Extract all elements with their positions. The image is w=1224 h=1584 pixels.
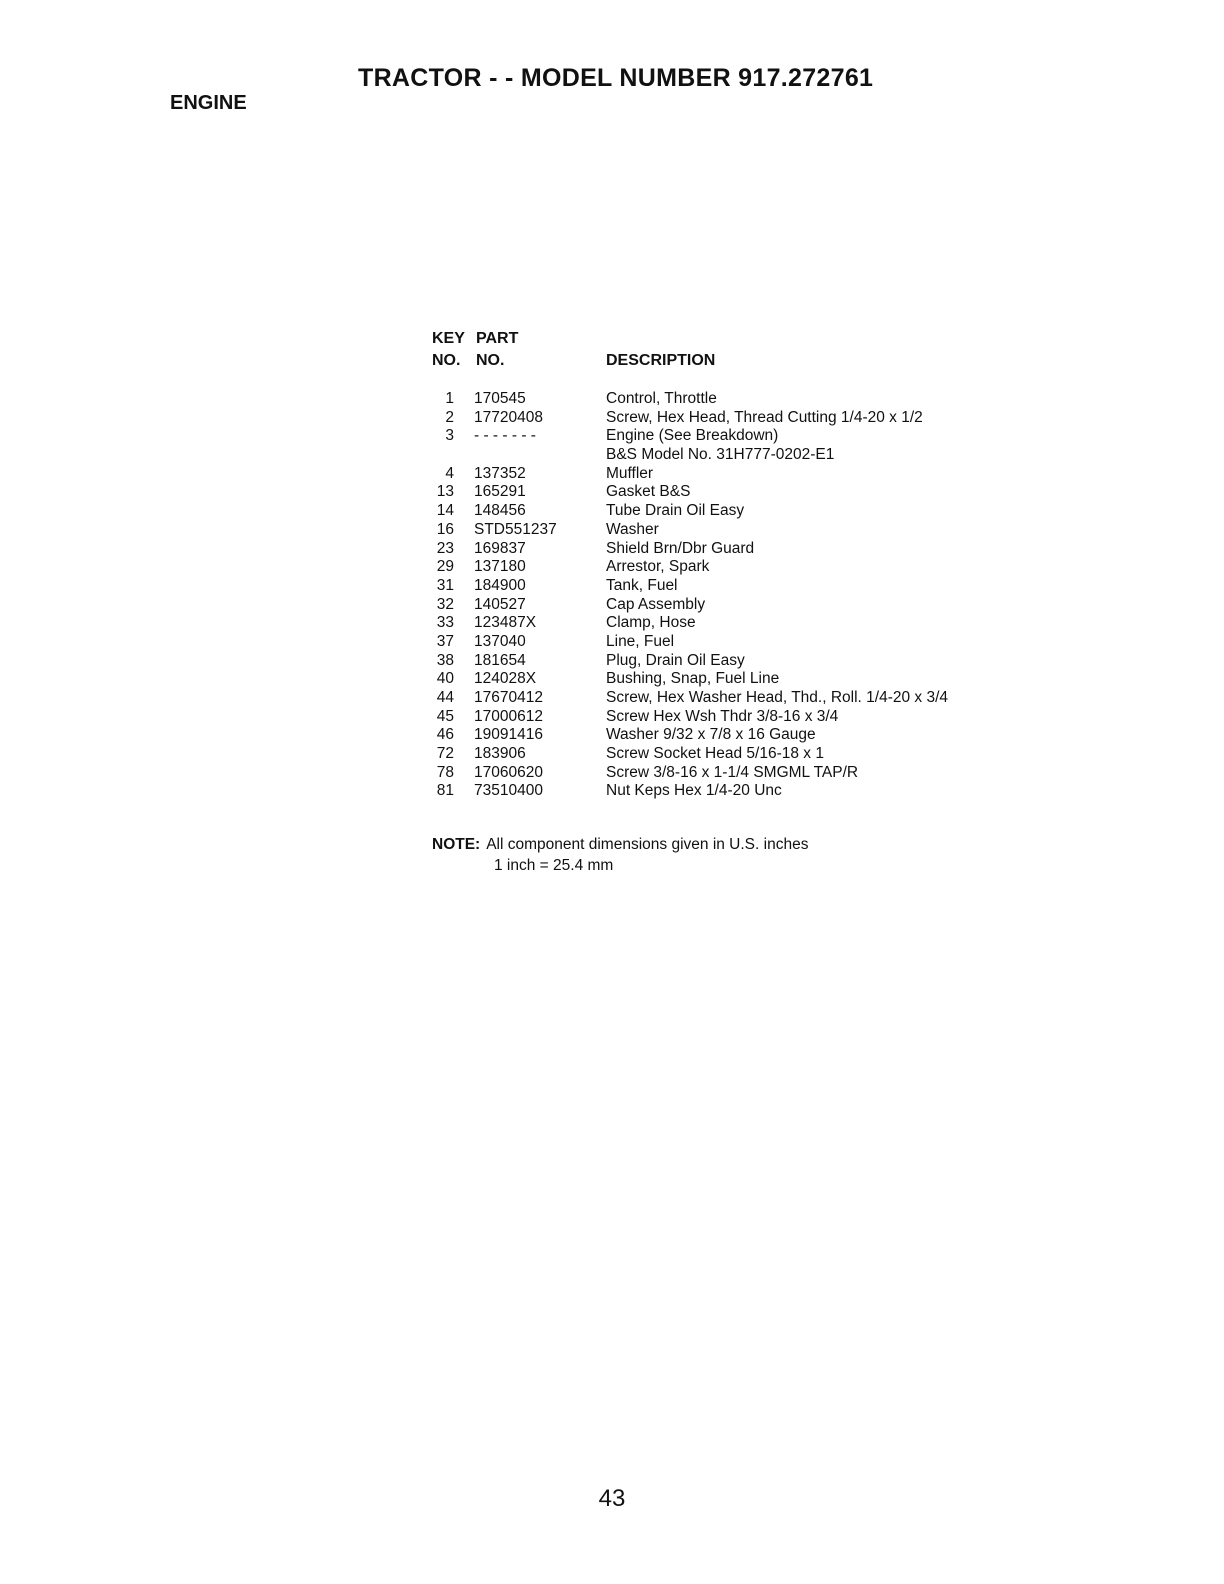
- description-cell: Screw, Hex Washer Head, Thd., Roll. 1/4-20 x 3/4: [606, 689, 949, 706]
- key-header-line2: NO.: [432, 352, 461, 369]
- part-number-cell: 73510400: [474, 782, 543, 800]
- description-cell: Washer: [606, 520, 659, 538]
- key-cell: 45: [436, 707, 454, 725]
- key-cell: 40: [436, 670, 454, 688]
- part-header-line2: NO.: [476, 352, 505, 369]
- description-cell: Shield Brn/Dbr Guard: [606, 539, 755, 557]
- description-cell: Muffler: [606, 464, 654, 482]
- part-number-cell: 184900: [474, 576, 526, 594]
- page-number: 43: [598, 1485, 626, 1512]
- note: [432, 836, 808, 875]
- part-number-cell: 137040: [474, 632, 526, 650]
- part-header-line1: PART: [476, 330, 519, 347]
- description-cell: Screw, Hex Head, Thread Cutting 1/4-20 x 1/2: [606, 408, 923, 426]
- key-cell: 13: [436, 483, 454, 501]
- part-number-cell: STD551237: [474, 520, 557, 538]
- key-cell: 46: [436, 726, 454, 744]
- part-number-cell: 137352: [474, 464, 526, 482]
- note-label: NOTE:: [432, 836, 481, 853]
- key-cell: 44: [436, 689, 454, 706]
- part-number-cell: 183906: [474, 745, 526, 763]
- description-cell: Washer 9/32 x 7/8 x 16 Gauge: [606, 726, 816, 744]
- part-number-cell: 124028X: [474, 670, 537, 688]
- part-number-cell: 165291: [474, 483, 526, 501]
- key-cell: 81: [436, 782, 454, 800]
- description-cell: Screw 3/8-16 x 1-1/4 SMGML TAP/R: [606, 763, 859, 781]
- description-cell: Nut Keps Hex 1/4-20 Unc: [606, 782, 782, 800]
- description-header: DESCRIPTION: [606, 352, 716, 369]
- key-cell: 37: [436, 632, 454, 650]
- description-cell: Tank, Fuel: [606, 576, 678, 594]
- part-number-cell: 17670412: [474, 689, 543, 706]
- part-number-cell: 137180: [474, 558, 526, 576]
- key-cell: 72: [436, 745, 454, 763]
- part-number-cell: 169837: [474, 539, 526, 557]
- part-number-cell: 140527: [474, 595, 526, 613]
- description-cell: Bushing, Snap, Fuel Line: [606, 670, 780, 688]
- key-cell: 32: [436, 595, 454, 613]
- part-number-cell: 17060620: [474, 763, 543, 781]
- part-number-cell: 17720408: [474, 408, 543, 426]
- description-cell: Arrestor, Spark: [606, 558, 710, 576]
- description-cell: Engine (See Breakdown): [606, 427, 779, 445]
- note-line1: All component dimensions given in U.S. inches: [486, 836, 809, 853]
- description-cell: Line, Fuel: [606, 632, 675, 650]
- part-number-cell: 123487X: [474, 614, 537, 632]
- description-cell: Screw Hex Wsh Thdr 3/8-16 x 3/4: [606, 707, 839, 725]
- description-cell: Cap Assembly: [606, 595, 706, 613]
- key-cell: 3: [445, 427, 454, 445]
- part-number-cell: 170545: [474, 390, 526, 407]
- description-cell: Clamp, Hose: [606, 614, 696, 632]
- key-cell: 4: [445, 464, 454, 482]
- key-header-line1: KEY: [432, 330, 465, 347]
- description-cell: Plug, Drain Oil Easy: [606, 651, 745, 669]
- description-cell: Control, Throttle: [606, 390, 717, 407]
- key-cell: 78: [436, 763, 454, 781]
- section-heading: ENGINE: [170, 92, 247, 114]
- description-cell: Gasket B&S: [606, 483, 691, 501]
- key-cell: 29: [436, 558, 454, 576]
- description-cell: Tube Drain Oil Easy: [606, 502, 745, 520]
- key-cell: 16: [436, 520, 454, 538]
- description-cell: Screw Socket Head 5/16-18 x 1: [606, 745, 824, 763]
- key-cell: 1: [445, 390, 454, 407]
- part-number-cell: 148456: [474, 502, 526, 520]
- key-cell: 2: [445, 408, 454, 426]
- part-number-cell: 17000612: [474, 707, 543, 725]
- key-cell: 23: [436, 539, 454, 557]
- part-number-cell: 19091416: [474, 726, 543, 744]
- description-cell: B&S Model No. 31H777-0202-E1: [606, 446, 835, 464]
- key-cell: 33: [436, 614, 454, 632]
- key-cell: 14: [436, 502, 454, 520]
- key-cell: 31: [436, 576, 454, 594]
- part-number-cell: - - - - - - -: [474, 427, 536, 445]
- part-number-cell: 181654: [474, 651, 526, 669]
- key-cell: 38: [436, 651, 454, 669]
- note-line2: 1 inch = 25.4 mm: [494, 857, 614, 874]
- page-title: TRACTOR - - MODEL NUMBER 917.272761: [358, 64, 874, 92]
